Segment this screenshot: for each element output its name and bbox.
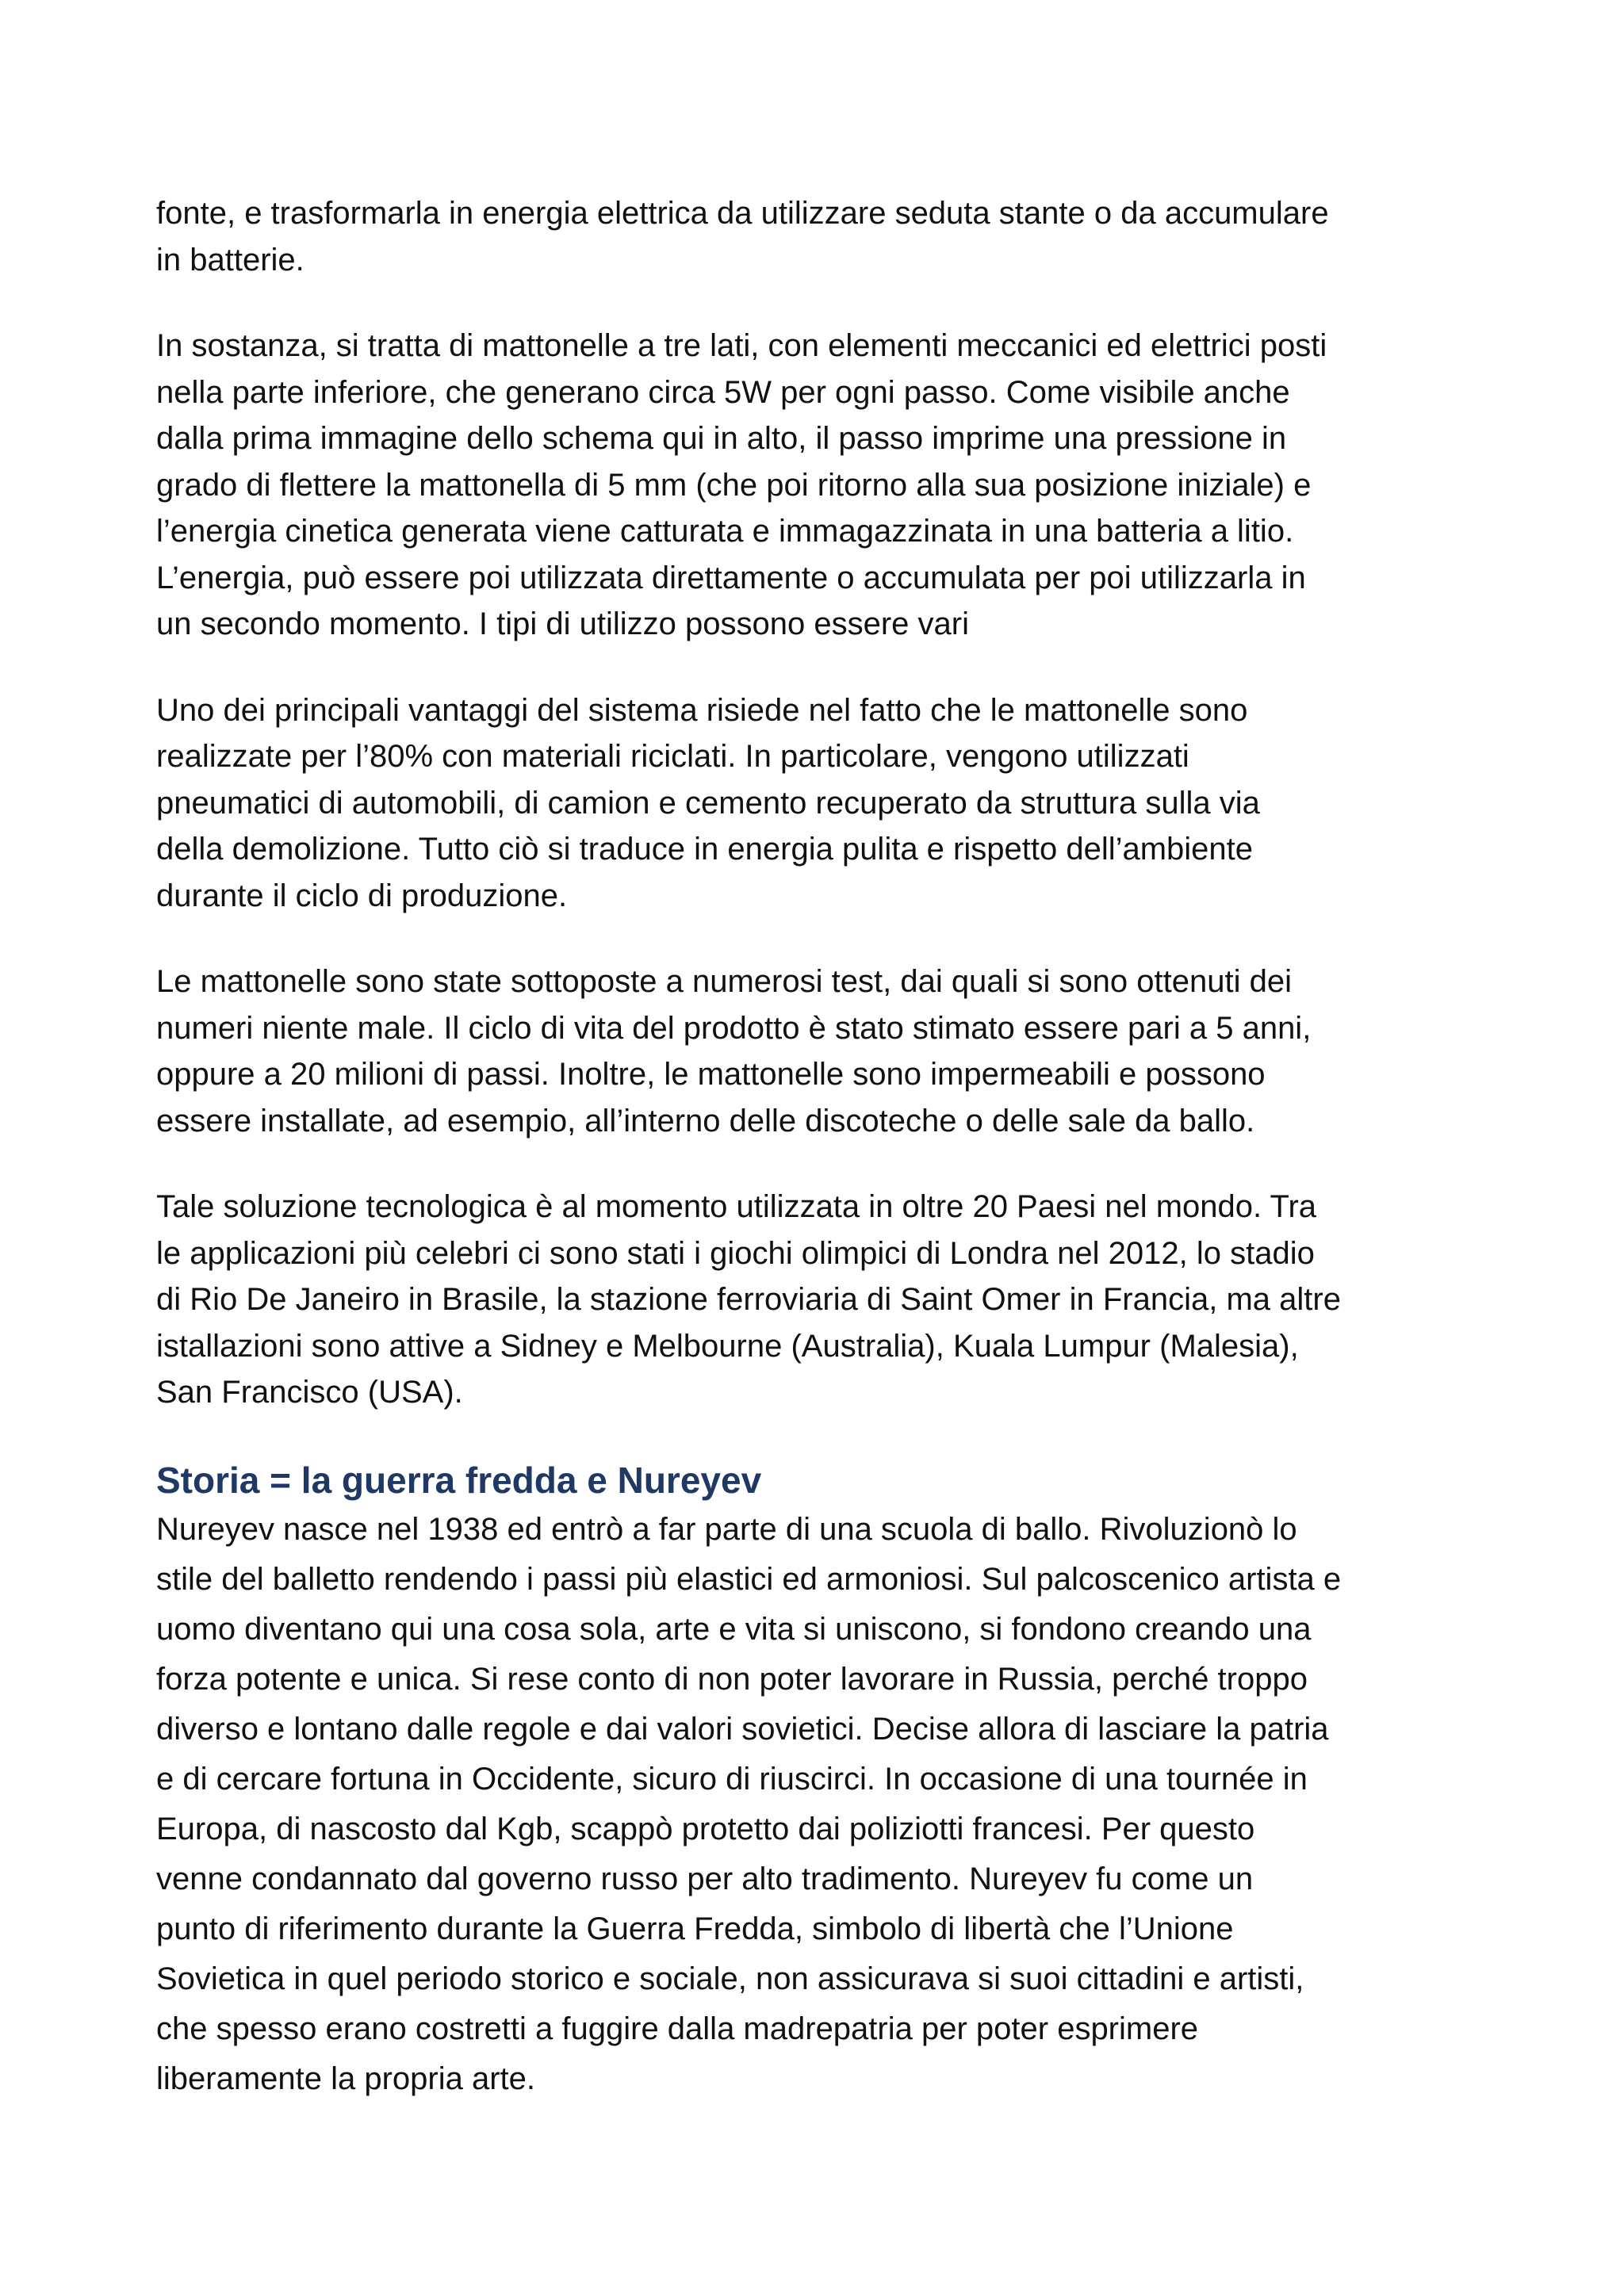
text-line: della demolizione. Tutto ciò si traduce in energia pulita e rispetto dell’ambiente <box>156 832 1254 867</box>
paragraph-recycled-materials <box>156 687 1488 920</box>
text-line: in batterie. <box>156 242 304 277</box>
section-heading: Storia = la guerra fredda e Nureyev <box>156 1459 762 1501</box>
text-line: e di cercare fortuna in Occidente, sicuro di riuscirci. In occasione di una tournée in <box>156 1761 1308 1797</box>
text-line: dalla prima immagine dello schema qui in alto, il passo imprime una pressione in <box>156 421 1287 456</box>
text-line: liberamente la propria arte. <box>156 2061 536 2096</box>
text-line: San Francisco (USA). <box>156 1375 463 1410</box>
text-line: che spesso erano costretti a fuggire dalla madrepatria per poter esprimere <box>156 2011 1199 2046</box>
text-line: venne condannato dal governo russo per alto tradimento. Nureyev fu come un <box>156 1861 1254 1896</box>
text-line: Uno dei principali vantaggi del sistema risiede nel fatto che le mattonelle sono <box>156 692 1248 728</box>
text-line: forza potente e unica. Si rese conto di non poter lavorare in Russia, perché troppo <box>156 1661 1308 1697</box>
text-line: In sostanza, si tratta di mattonelle a tre lati, con elementi meccanici ed elettrici posti <box>156 328 1327 363</box>
text-line: l’energia cinetica generata viene catturata e immagazzinata in una batteria a litio. <box>156 514 1294 549</box>
text-line: essere installate, ad esempio, all’interno delle discoteche o delle sale da ballo. <box>156 1103 1255 1138</box>
text-line: Le mattonelle sono state sottoposte a numerosi test, dai quali si sono ottenuti dei <box>156 964 1292 999</box>
text-line: un secondo momento. I tipi di utilizzo possono essere vari <box>156 607 969 641</box>
text-line: nella parte inferiore, che generano circa 5W per ogni passo. Come visibile anche <box>156 374 1290 410</box>
paragraph-energy-source <box>156 190 1488 283</box>
paragraph-nureyev-story <box>156 1505 1488 2104</box>
text-line: pneumatici di automobili, di camion e cemento recuperato da struttura sulla via <box>156 785 1260 821</box>
text-line: Tale soluzione tecnologica è al momento utilizzata in oltre 20 Paesi nel mondo. Tra <box>156 1189 1317 1224</box>
text-line: oppure a 20 milioni di passi. Inoltre, le mattonelle sono impermeabili e possono <box>156 1057 1266 1092</box>
text-line: numeri niente male. Il ciclo di vita del prodotto è stato stimato essere pari a 5 anni, <box>156 1010 1312 1046</box>
text-line: istallazioni sono attive a Sidney e Melbourne (Australia), Kuala Lumpur (Malesia), <box>156 1328 1299 1364</box>
text-line: uomo diventano qui una cosa sola, arte e vita si uniscono, si fondono creando una <box>156 1611 1312 1647</box>
text-line: le applicazioni più celebri ci sono stati i giochi olimpici di Londra nel 2012, lo stadio <box>156 1235 1315 1271</box>
text-line: realizzate per l’80% con materiali riciclati. In particolare, vengono utilizzati <box>156 739 1189 774</box>
text-line: grado di flettere la mattonella di 5 mm (che poi ritorno alla sua posizione iniziale) e <box>156 467 1312 503</box>
text-line: punto di riferimento durante la Guerra Fredda, simbolo di libertà che l’Unione <box>156 1911 1234 1946</box>
paragraph-tiles-description <box>156 323 1488 648</box>
text-line: fonte, e trasformarla in energia elettrica da utilizzare seduta stante o da accumulare <box>156 196 1329 231</box>
text-line: Sovietica in quel periodo storico e sociale, non assicurava si suoi cittadini e artisti, <box>156 1961 1304 1996</box>
document-page <box>156 190 1488 2104</box>
text-line: diverso e lontano dalle regole e dai valori sovietici. Decise allora di lasciare la patria <box>156 1711 1329 1747</box>
text-line: L’energia, può essere poi utilizzata direttamente o accumulata per poi utilizzarla in <box>156 560 1306 595</box>
paragraph-tests <box>156 959 1488 1144</box>
text-line: Nureyev nasce nel 1938 ed entrò a far parte di una scuola di ballo. Rivoluzionò lo <box>156 1511 1297 1547</box>
text-line: durante il ciclo di produzione. <box>156 878 568 913</box>
paragraph-applications <box>156 1184 1488 1416</box>
text-line: di Rio De Janeiro in Brasile, la stazione ferroviaria di Saint Omer in Francia, ma altre <box>156 1282 1341 1317</box>
text-line: Europa, di nascosto dal Kgb, scappò protetto dai poliziotti francesi. Per questo <box>156 1811 1255 1846</box>
text-line: stile del balletto rendendo i passi più elastici ed armoniosi. Sul palcoscenico artista e <box>156 1561 1342 1597</box>
